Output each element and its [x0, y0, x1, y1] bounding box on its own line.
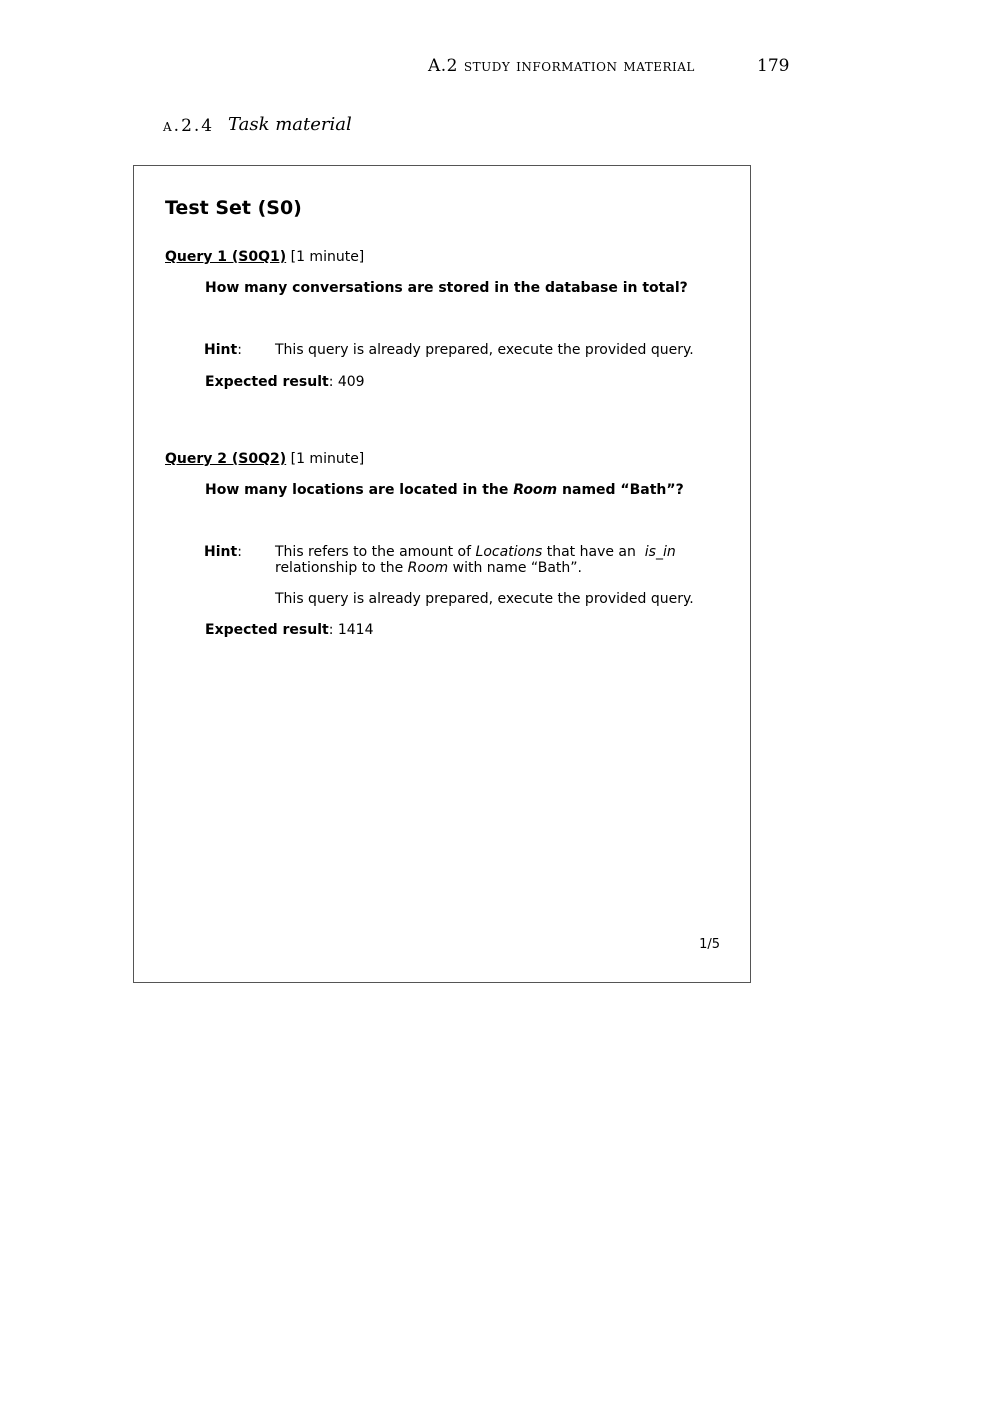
- query-2-hint-label: Hint:: [204, 544, 242, 560]
- query-1-hint-label: Hint:: [204, 342, 242, 358]
- query-2-heading: [165, 451, 364, 467]
- query-1-duration: [1 minute]: [290, 249, 365, 265]
- section-title: Task material: [228, 114, 352, 135]
- query-2-question: How many locations are located in the Room named “Bath”?: [205, 482, 684, 498]
- section-number: a.2.4: [163, 116, 215, 136]
- query-1-question: How many conversations are stored in the database in total?: [205, 280, 688, 296]
- query-1-expected-result: Expected result: 409: [205, 374, 365, 390]
- query-2-duration: [1 minute]: [290, 451, 365, 467]
- sheet-page-indicator: 1/5: [699, 937, 720, 952]
- query-1-hint: This query is already prepared, execute the provided query.: [275, 342, 694, 358]
- query-1-heading: [165, 249, 364, 265]
- query-2-expected-result: Expected result: 1414: [205, 622, 374, 638]
- page-number: 179: [757, 56, 790, 76]
- query-2-hint-line-2: relationship to the Room with name “Bath”.: [275, 560, 582, 576]
- query-2-id: Query 2 (S0Q2): [165, 451, 287, 467]
- test-set-title: Test Set (S0): [165, 197, 302, 219]
- query-2-hint-line-1: This refers to the amount of Locations that have an is_in: [275, 544, 676, 560]
- task-sheet: [133, 165, 751, 983]
- query-1-id: Query 1 (S0Q1): [165, 249, 287, 265]
- running-head: A.2 study information material: [428, 56, 695, 76]
- query-2-hint-2: This query is already prepared, execute the provided query.: [275, 591, 694, 607]
